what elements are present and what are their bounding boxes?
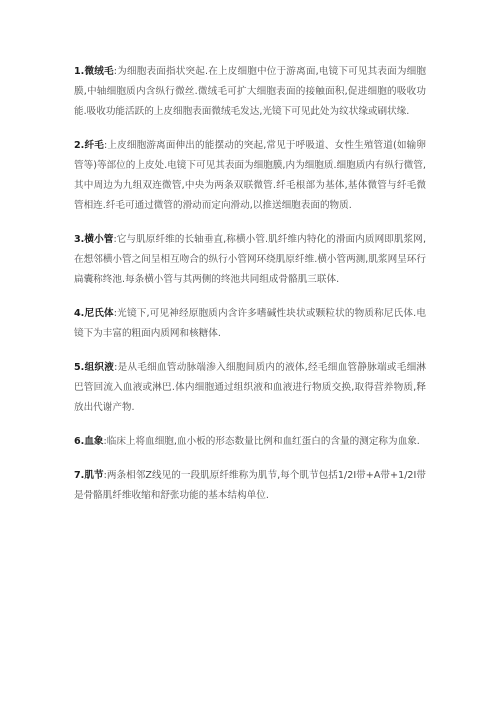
entry-term: 横小管 — [84, 234, 114, 245]
definition-entry-3 — [74, 230, 426, 290]
entry-text: :为细胞表面指状突起.在上皮细胞中位于游离面,电镜下可见其表面为细胞膜,中轴细胞质内含纵行微丝.微绒毛可扩大细胞表面的接触面积,促进细胞的吸收功能.吸收功能活跃的上皮细胞表面微绒毛发达,光镜下可见此处为纹状缘或刷状缘. — [74, 66, 426, 117]
definition-entry-7 — [74, 466, 426, 506]
definition-entry-6 — [74, 432, 426, 452]
entry-term: 组织液 — [84, 362, 115, 373]
entry-number: 3. — [74, 234, 85, 245]
entry-text: :临床上将血细胞,血小板的形态数量比例和血红蛋白的含量的测定称为血象. — [103, 436, 420, 447]
entry-text: :上皮细胞游离面伸出的能摆动的突起,常见于呼吸道、女性生殖管道(如输卵管等)等部位的上皮处.电镜下可见其表面为细胞膜,内为细胞质.细胞质内有纵行微管,其中周边为九组双连微管,中央为两条双联微管.纤毛根部为基体,基体微管与纤毛微管相连.纤毛可通过微管的滑动而定向滑动,以推送细胞表面的物质. — [74, 140, 427, 211]
entry-number: 5. — [74, 362, 85, 373]
definition-entry-2 — [74, 136, 426, 216]
entry-term: 纤毛 — [84, 140, 104, 151]
document-page — [74, 62, 426, 520]
entry-term: 尼氏体 — [84, 308, 114, 319]
entry-number: 4. — [74, 308, 85, 319]
entry-number: 1. — [74, 66, 85, 77]
entry-number: 6. — [74, 436, 85, 447]
entry-term: 肌节 — [84, 470, 104, 481]
entry-text: :光镜下,可见神经原胞质内含许多嗜碱性块状或颗粒状的物质称尼氏体.电镜下为丰富的粗面内质网和核糖体. — [74, 308, 426, 339]
entry-text: :两条相邻Z线见的一段肌原纤维称为肌节,每个肌节包括1/2I带+A带+1/2I带是骨骼肌纤维收缩和舒张功能的基本结构单位. — [74, 470, 426, 501]
entry-text: :它与肌原纤维的长轴垂直,称横小管.肌纤维内特化的滑面内质网即肌浆网,在想邻横小管之间呈相互吻合的纵行小管网环绕肌原纤维.横小管两测,肌浆网呈环行扁囊称终池.每条横小管与其两侧的终池共同组成骨骼肌三联体. — [74, 234, 426, 285]
entry-text: :是从毛细血管动脉端渗入细胞间质内的液体,经毛细血管静脉端或毛细淋巴管回流入血液或淋巴.体内细胞通过组织液和血液进行物质交换,取得营养物质,释放出代谢产物. — [74, 362, 427, 413]
entry-number: 7. — [74, 470, 85, 481]
entry-term: 血象 — [84, 436, 104, 447]
definition-entry-1 — [74, 62, 426, 122]
entry-term: 微绒毛 — [84, 66, 114, 77]
definition-entry-4 — [74, 304, 426, 344]
definition-entry-5 — [74, 358, 426, 418]
entry-number: 2. — [74, 140, 85, 151]
